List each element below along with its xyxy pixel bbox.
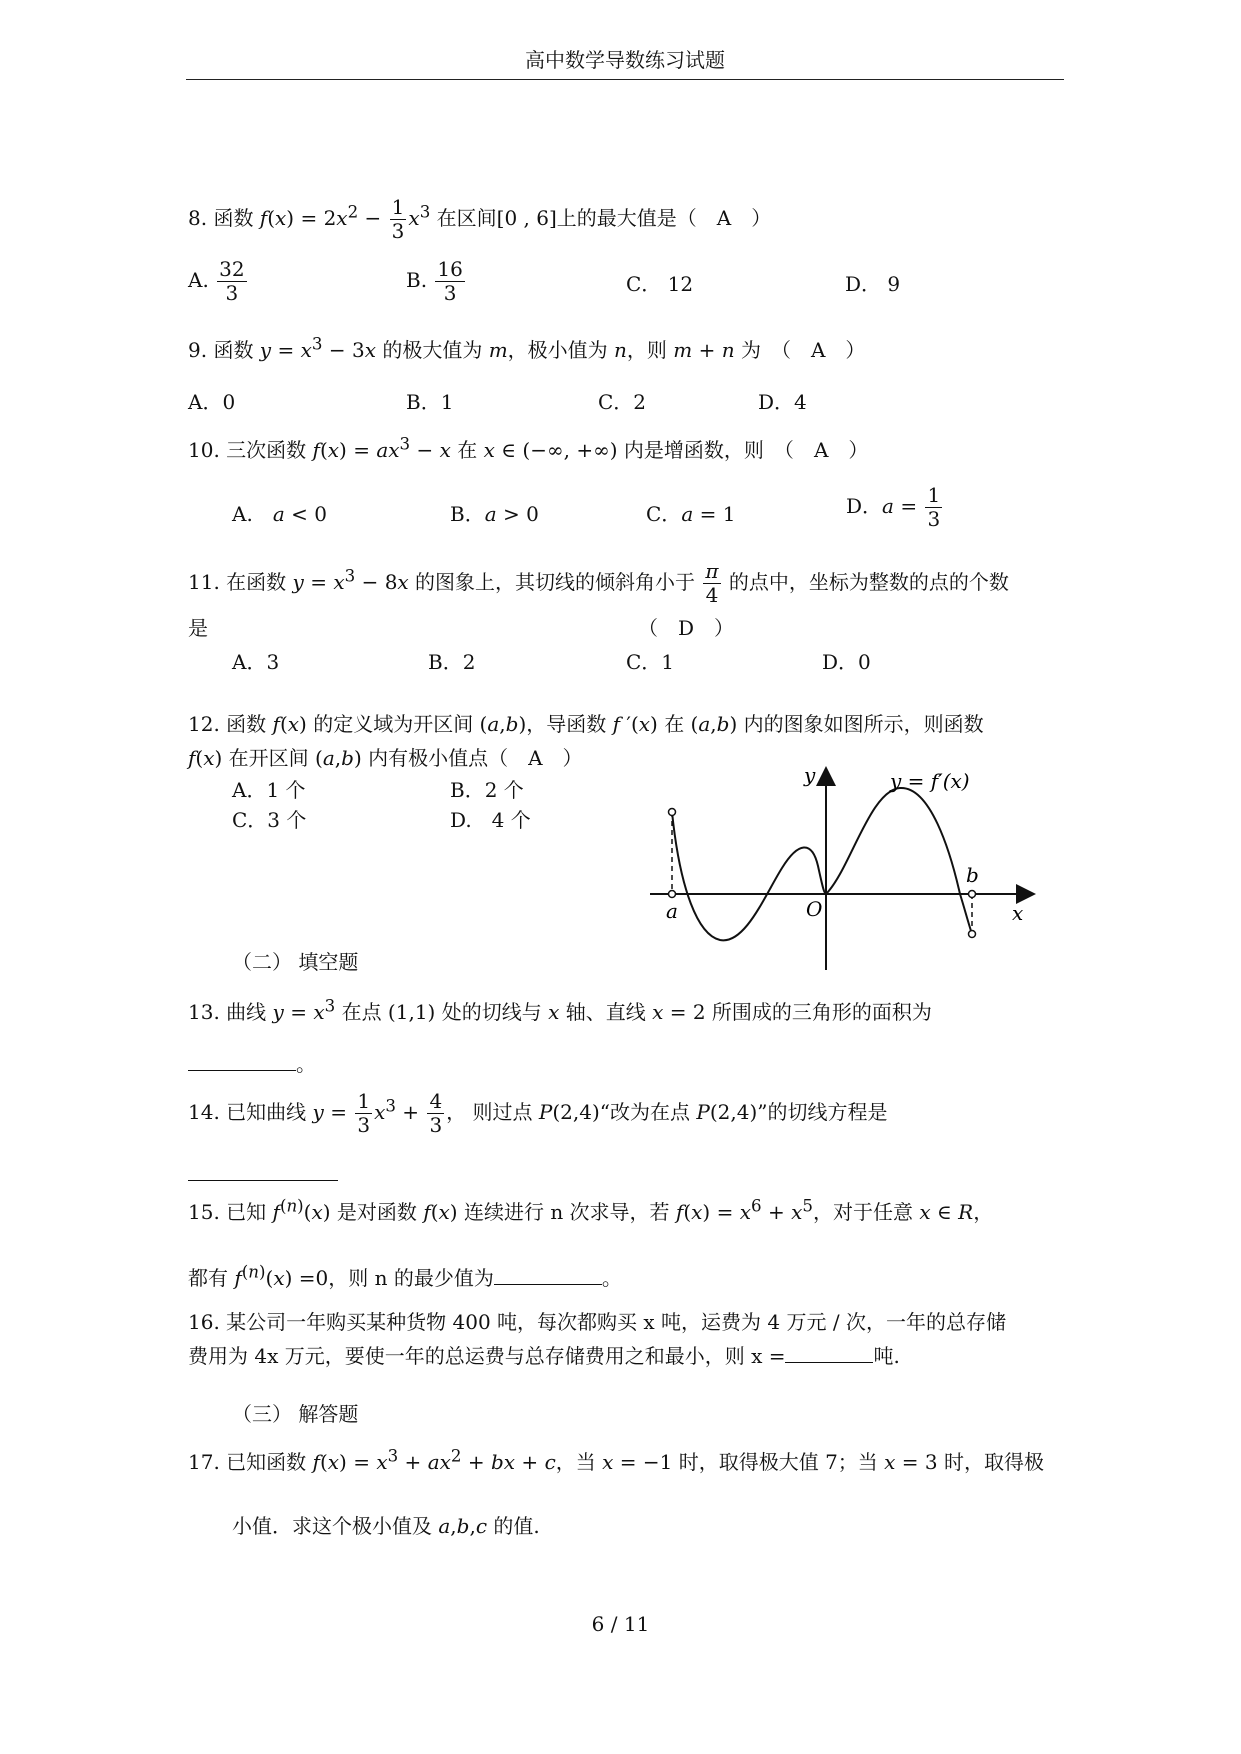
q9-option-c: C．2 <box>598 390 647 414</box>
q10-option-b: B．a > 0 <box>450 502 539 526</box>
q10-answer: A <box>813 438 829 462</box>
question-14-line2 <box>188 1162 338 1186</box>
q12-option-a: A．1 个 <box>232 778 306 802</box>
question-8: 8. 函数 $f(x) = 2x^2$ − $\frac{1}{3}$ $x^3$ 在区间[0 , 6]上的最大值是（ A ） <box>188 195 772 243</box>
y-axis-label: y <box>804 763 816 787</box>
q8-option-b: B. $\frac{16}{3}$ <box>406 257 463 305</box>
endpoint-b <box>969 891 976 898</box>
question-16: 16. 某公司一年购买某种货物 400 吨，每次都购买 x 吨，运费为 4 万元 / 次，一年的总存储 <box>188 1310 1006 1334</box>
q11-option-c: C．1 <box>626 650 675 674</box>
endpoint-b-bottom <box>969 931 976 938</box>
question-13-line2: 。 <box>188 1048 316 1077</box>
question-12: 12. 函数 f(x) 的定义域为开区间 (a,b)，导函数 f ′(x) 在 (a,b) 内的图象如图所示，则函数 <box>188 712 984 736</box>
b-label: b <box>966 863 979 887</box>
q10-option-c: C．a = 1 <box>646 502 736 526</box>
curve-label: y = f′(x) <box>890 769 970 793</box>
page-header: 高中数学导数练习试题 <box>186 44 1064 80</box>
question-17: 17. 已知函数 $f(x) = x^3 + ax^2$ + bx + c，当 x = −1 时，取得极大值 7；当 x = 3 时，取得极 <box>188 1446 1045 1474</box>
q9-answer: A <box>810 338 826 362</box>
question-16-line2: 费用为 4x 万元，要使一年的总运费与总存储费用之和最小，则 x = 吨. <box>188 1344 900 1368</box>
q8-answer: A <box>716 206 732 230</box>
q11-answer: D <box>678 616 695 640</box>
q8-option-a: A. $\frac{32}{3}$ <box>188 257 245 305</box>
q12-option-d: D. 4 个 <box>450 808 531 832</box>
q16-answer-blank <box>785 1362 873 1363</box>
q8-option-d: D． 9 <box>845 272 901 296</box>
question-12-line2: f(x) 在开区间 (a,b) 内有极小值点（ A ） <box>188 746 583 770</box>
a-label: a <box>666 899 678 923</box>
q9-option-a: A．0 <box>188 390 236 414</box>
q12-option-c: C．3 个 <box>232 808 307 832</box>
q11-option-b: B．2 <box>428 650 476 674</box>
q11-option-d: D．0 <box>822 650 871 674</box>
q14-answer-blank <box>188 1180 338 1181</box>
q10-option-d: D．a = $\frac{1}{3}$ <box>846 483 941 531</box>
x-axis-label: x <box>1012 901 1024 925</box>
question-11: 11. 在函数 $y = x^3 - 8x$ 的图象上，其切线的倾斜角小于 $\frac{\pi}{4}$ 的点中，坐标为整数的点的个数 <box>188 559 1009 607</box>
question-9: 9. 函数 $y = x^3 - 3x$ 的极大值为 m，极小值为 n，则 m + n 为 （ A ） <box>188 334 866 362</box>
question-10: 10. 三次函数 $f(x) = ax^3 - x$ 在 x ∈ (−∞, +∞) 内是增函数，则 （ A ） <box>188 434 869 462</box>
endpoint-a <box>669 891 676 898</box>
q12-option-b: B．2 个 <box>450 778 524 802</box>
question-17-line2: 小值．求这个极小值及 a,b,c 的值. <box>232 1514 540 1538</box>
origin-label: O <box>806 897 823 921</box>
q12-answer: A <box>528 746 543 770</box>
q10-option-a: A. a < 0 <box>232 502 327 526</box>
question-15-line2: 都有 $f^{(n)}(x) =0$，则 n 的最少值为 。 <box>188 1262 622 1290</box>
section-solution-title: （三） 解答题 <box>232 1402 359 1426</box>
q11-option-a: A．3 <box>232 650 280 674</box>
q8-option-c: C． 12 <box>626 272 694 296</box>
endpoint-a-top <box>669 809 676 816</box>
question-14: 14. 已知曲线 y = $\frac{1}{3}$ $x^3$ + $\frac{4}{3}$ ， 则过点 P(2,4)“改为在点 P(2,4)”的切线方程是 <box>188 1089 888 1137</box>
q15-answer-blank <box>494 1284 602 1285</box>
question-15: 15. 已知 $f^{(n)}(x)$ 是对函数 f(x) 连续进行 n 次求导，若 $f(x) = x^6 + x^5$，对于任意 x ∈ R， <box>188 1196 994 1224</box>
q9-option-b: B．1 <box>406 390 454 414</box>
question-11-line2: 是 （ D ） <box>188 616 735 640</box>
page-number: 6 / 11 <box>591 1612 650 1636</box>
derivative-graph <box>640 760 1060 980</box>
question-13: 13. 曲线 $y = x^3$ 在点 (1,1) 处的切线与 x 轴、直线 x = 2 所围成的三角形的面积为 <box>188 996 932 1024</box>
section-fill-in-title: （二） 填空题 <box>232 950 359 974</box>
q13-answer-blank <box>188 1070 296 1071</box>
q9-option-d: D．4 <box>758 390 807 414</box>
